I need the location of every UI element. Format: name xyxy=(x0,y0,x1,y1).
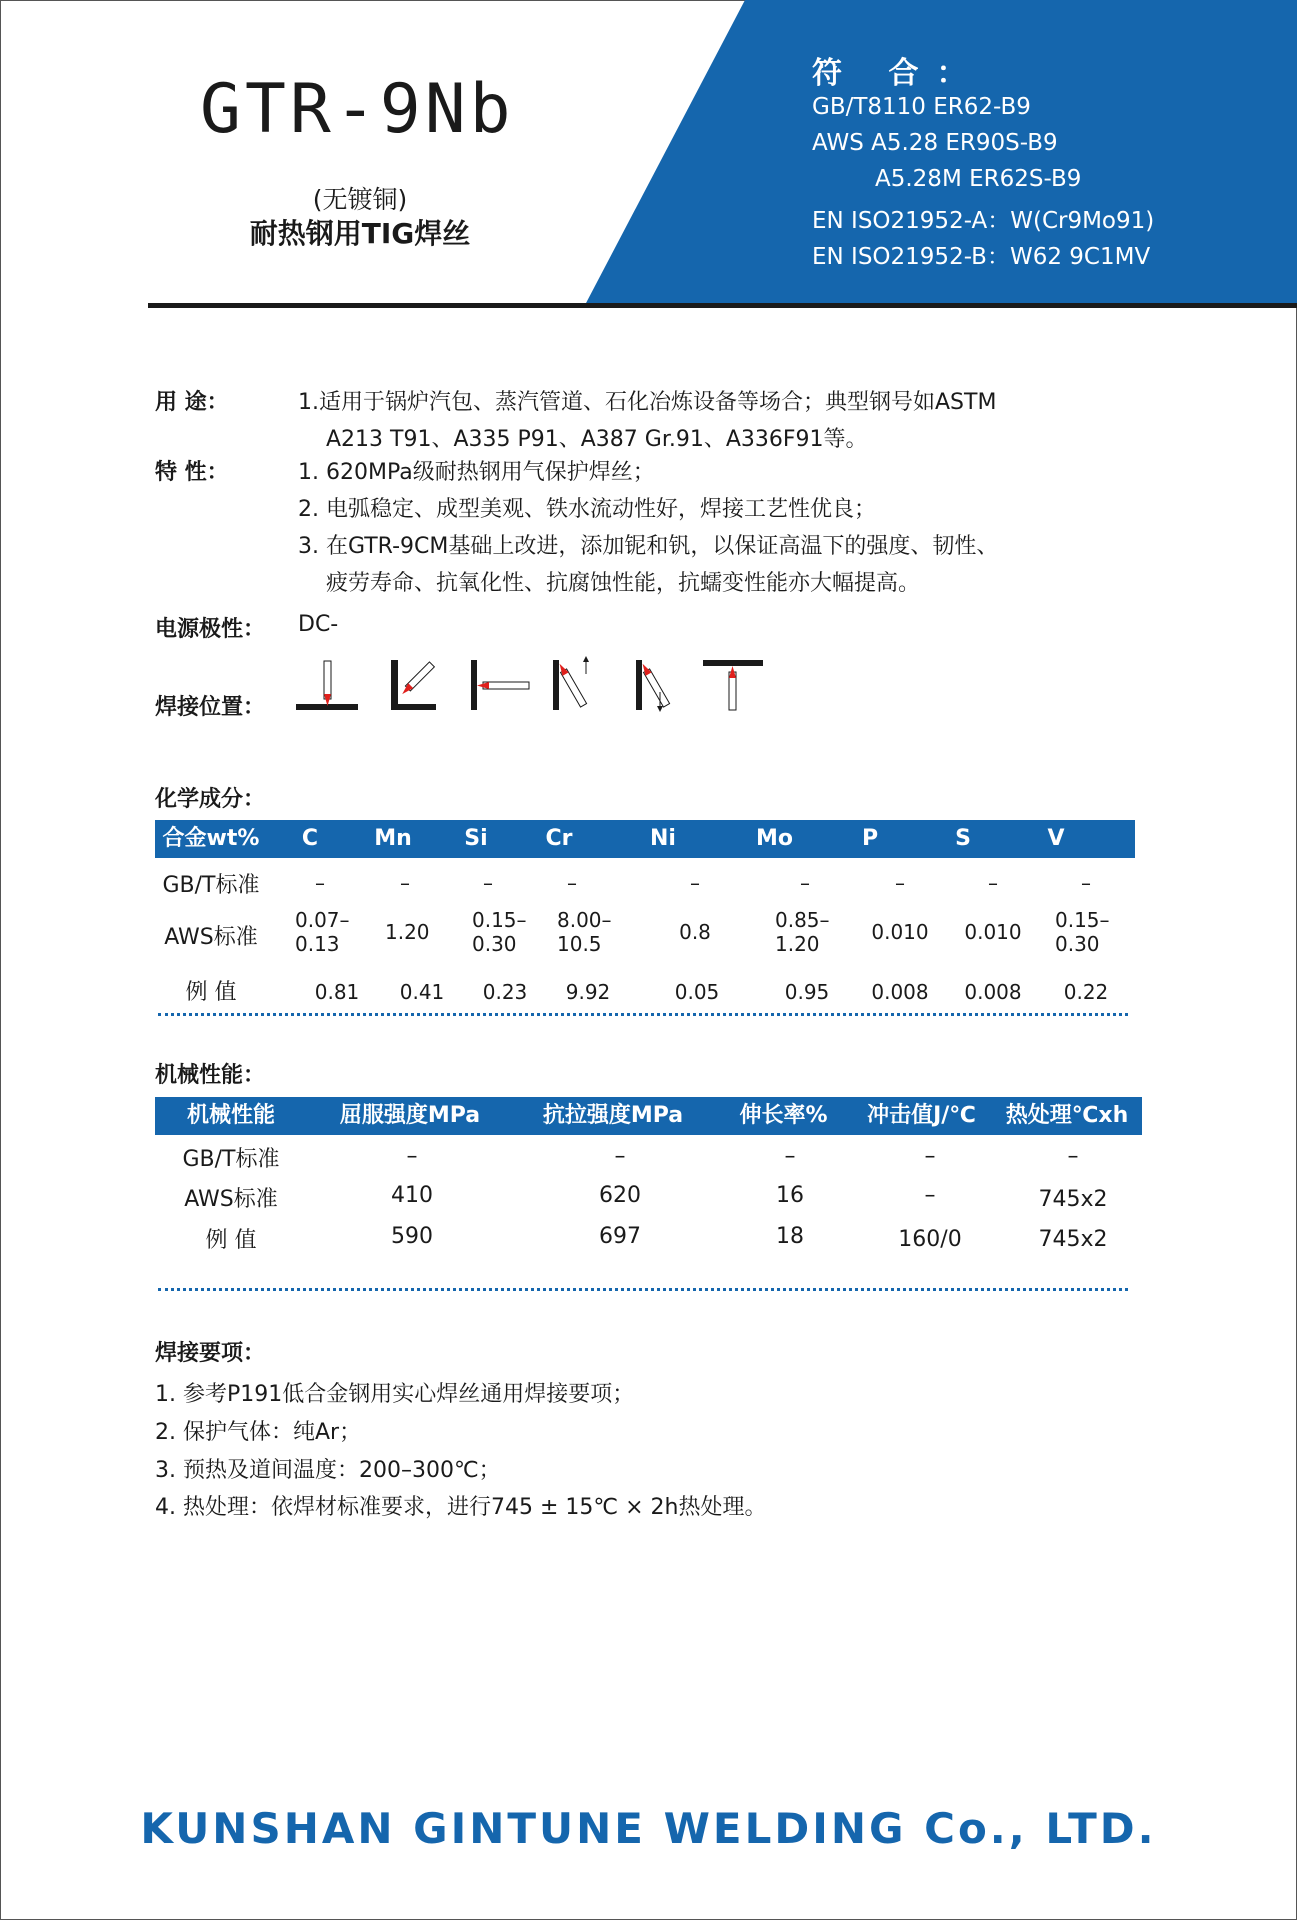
chem-col-c: C xyxy=(301,826,319,851)
chem-col-s: S xyxy=(955,826,971,851)
position-vertical-up-icon xyxy=(553,656,589,710)
mech-col-yield: 屈服强度MPa xyxy=(339,1103,481,1128)
mech-aws-impact: – xyxy=(924,1183,936,1208)
chem-aws-c: 0.07– 0.13 xyxy=(295,908,350,956)
mech-aws-yield: 410 xyxy=(391,1183,433,1208)
standard-gb: GB/T8110 ER62-B9 xyxy=(812,94,1031,120)
product-subtitle-coating: (无镀铜) xyxy=(312,185,408,214)
chem-gb-v: – xyxy=(1081,871,1091,895)
features-line-3: 3. 在GTR-9CM基础上改进，添加铌和钒，以保证高温下的强度、韧性、 xyxy=(298,534,999,559)
mechanical-table-header xyxy=(155,1097,1142,1135)
chem-typ-ni: 0.05 xyxy=(674,980,720,1004)
mech-aws-heat: 745x2 xyxy=(1038,1187,1108,1212)
chem-col-mn: Mn xyxy=(374,826,412,851)
position-vertical-down-icon xyxy=(636,660,670,712)
mech-gb-impact: – xyxy=(924,1144,936,1169)
chem-gb-p: – xyxy=(895,871,905,895)
polarity-label: 电源极性： xyxy=(155,617,266,642)
usage-line-2: A213 T91、A335 P91、A387 Gr.91、A336F91等。 xyxy=(326,427,868,452)
standard-en-b: EN ISO21952-B：W62 9C1MV xyxy=(812,244,1151,270)
chem-col-si: Si xyxy=(464,826,488,851)
welding-note-1: 1. 参考P191低合金钢用实心焊丝通用焊接要项； xyxy=(155,1382,635,1407)
mech-typ-yield: 590 xyxy=(391,1224,433,1249)
position-overhead-icon xyxy=(703,660,763,710)
mech-aws-tensile: 620 xyxy=(599,1183,641,1208)
chem-gb-cr: – xyxy=(567,871,577,895)
chem-row-typical-label: 例 值 xyxy=(185,980,237,1005)
chem-col-mo: Mo xyxy=(755,826,793,851)
company-name: KUNSHAN GINTUNE WELDING Co., LTD. xyxy=(140,1804,1157,1853)
chemistry-table-header xyxy=(155,820,1135,858)
mech-gb-elongation: – xyxy=(784,1144,796,1169)
welding-positions-diagram xyxy=(296,656,776,716)
mech-gb-tensile: – xyxy=(614,1144,626,1169)
chem-col-ni: Ni xyxy=(650,826,676,851)
chem-gb-s: – xyxy=(988,871,998,895)
mech-row-typical-label: 例 值 xyxy=(205,1228,257,1253)
chem-col-v: V xyxy=(1047,826,1065,851)
chem-gb-si: – xyxy=(483,871,493,895)
mech-gb-yield: – xyxy=(406,1144,418,1169)
chem-typ-s: 0.008 xyxy=(964,980,1022,1004)
position-horizontal-fillet-icon xyxy=(391,660,436,710)
mech-aws-elongation: 16 xyxy=(776,1183,804,1208)
mech-col-property: 机械性能 xyxy=(186,1103,275,1128)
standard-aws: AWS A5.28 ER90S-B9 xyxy=(812,130,1058,156)
chem-aws-s: 0.010 xyxy=(964,920,1022,944)
standard-aws-m: A5.28M ER62S-B9 xyxy=(875,166,1082,192)
mech-typ-tensile: 697 xyxy=(599,1224,641,1249)
features-line-1: 1. 620MPa级耐热钢用气保护焊丝； xyxy=(298,460,655,485)
chem-typ-v: 0.22 xyxy=(1063,980,1109,1004)
mech-typ-heat: 745x2 xyxy=(1038,1227,1108,1252)
chem-aws-mn: 1.20 xyxy=(385,920,430,944)
chem-aws-si: 0.15– 0.30 xyxy=(472,908,527,956)
usage-label: 用 途： xyxy=(155,390,229,415)
chem-typ-mo: 0.95 xyxy=(784,980,830,1004)
chem-gb-mo: – xyxy=(800,871,810,895)
chem-row-aws-label: AWS标准 xyxy=(164,925,258,950)
welding-note-3: 3. 预热及道间温度：200–300℃； xyxy=(155,1458,501,1483)
mech-typ-impact: 160/0 xyxy=(898,1227,962,1252)
header-rule xyxy=(148,303,1297,308)
chem-typ-si: 0.23 xyxy=(482,980,528,1004)
chem-col-p: P xyxy=(861,826,879,851)
mech-row-gb-label: GB/T标准 xyxy=(182,1147,280,1172)
chem-typ-p: 0.008 xyxy=(871,980,929,1004)
chem-aws-ni: 0.8 xyxy=(679,920,711,944)
positions-label: 焊接位置： xyxy=(155,695,266,720)
mech-typ-elongation: 18 xyxy=(776,1224,804,1249)
features-label: 特 性： xyxy=(155,460,229,485)
chem-gb-mn: – xyxy=(400,871,410,895)
chemistry-title: 化学成分： xyxy=(155,787,266,812)
mech-row-aws-label: AWS标准 xyxy=(184,1187,278,1212)
chem-aws-mo: 0.85– 1.20 xyxy=(775,908,830,956)
mech-col-impact: 冲击值J/℃ xyxy=(867,1103,976,1128)
standard-en-a: EN ISO21952-A：W(Cr9Mo91) xyxy=(812,208,1155,234)
chem-typ-cr: 9.92 xyxy=(565,980,611,1004)
position-flat-icon xyxy=(296,661,358,710)
welding-note-2: 2. 保护气体：纯Ar； xyxy=(155,1420,362,1445)
features-line-4: 疲劳寿命、抗氧化性、抗腐蚀性能，抗蠕变性能亦大幅提高。 xyxy=(326,571,921,596)
product-title: GTR-9Nb xyxy=(200,70,515,149)
chem-col-cr: Cr xyxy=(545,826,573,851)
welding-note-4: 4. 热处理：依焊材标准要求，进行745 ± 15℃ × 2h热处理。 xyxy=(155,1495,767,1520)
welding-title: 焊接要项： xyxy=(155,1341,266,1366)
mechanical-title: 机械性能： xyxy=(155,1063,266,1088)
mech-col-elongation: 伸长率% xyxy=(739,1103,828,1128)
chem-aws-cr: 8.00– 10.5 xyxy=(557,908,612,956)
mech-col-heat-treatment: 热处理℃xh xyxy=(1005,1103,1129,1128)
chem-typ-mn: 0.41 xyxy=(399,980,445,1004)
usage-line-1: 1.适用于锅炉汽包、蒸汽管道、石化冶炼设备等场合；典型钢号如ASTM xyxy=(298,390,997,415)
position-horizontal-icon xyxy=(471,660,529,710)
chem-row-gb-label: GB/T标准 xyxy=(162,873,260,898)
standards-heading: 符 合： xyxy=(812,56,985,91)
product-subtitle-type: 耐热钢用TIG焊丝 xyxy=(249,217,471,250)
features-line-2: 2. 电弧稳定、成型美观、铁水流动性好，焊接工艺性优良； xyxy=(298,497,876,522)
chem-typ-c: 0.81 xyxy=(314,980,360,1004)
chem-gb-ni: – xyxy=(690,871,700,895)
mechanical-divider xyxy=(158,1288,1128,1291)
mech-col-tensile: 抗拉强度MPa xyxy=(542,1103,684,1128)
polarity-value: DC- xyxy=(298,612,339,637)
chem-aws-v: 0.15– 0.30 xyxy=(1055,908,1110,956)
mech-gb-heat: – xyxy=(1067,1144,1079,1169)
chem-col-alloy: 合金wt% xyxy=(162,826,260,851)
chemistry-divider xyxy=(158,1013,1128,1016)
chem-gb-c: – xyxy=(315,871,325,895)
chem-aws-p: 0.010 xyxy=(871,920,929,944)
